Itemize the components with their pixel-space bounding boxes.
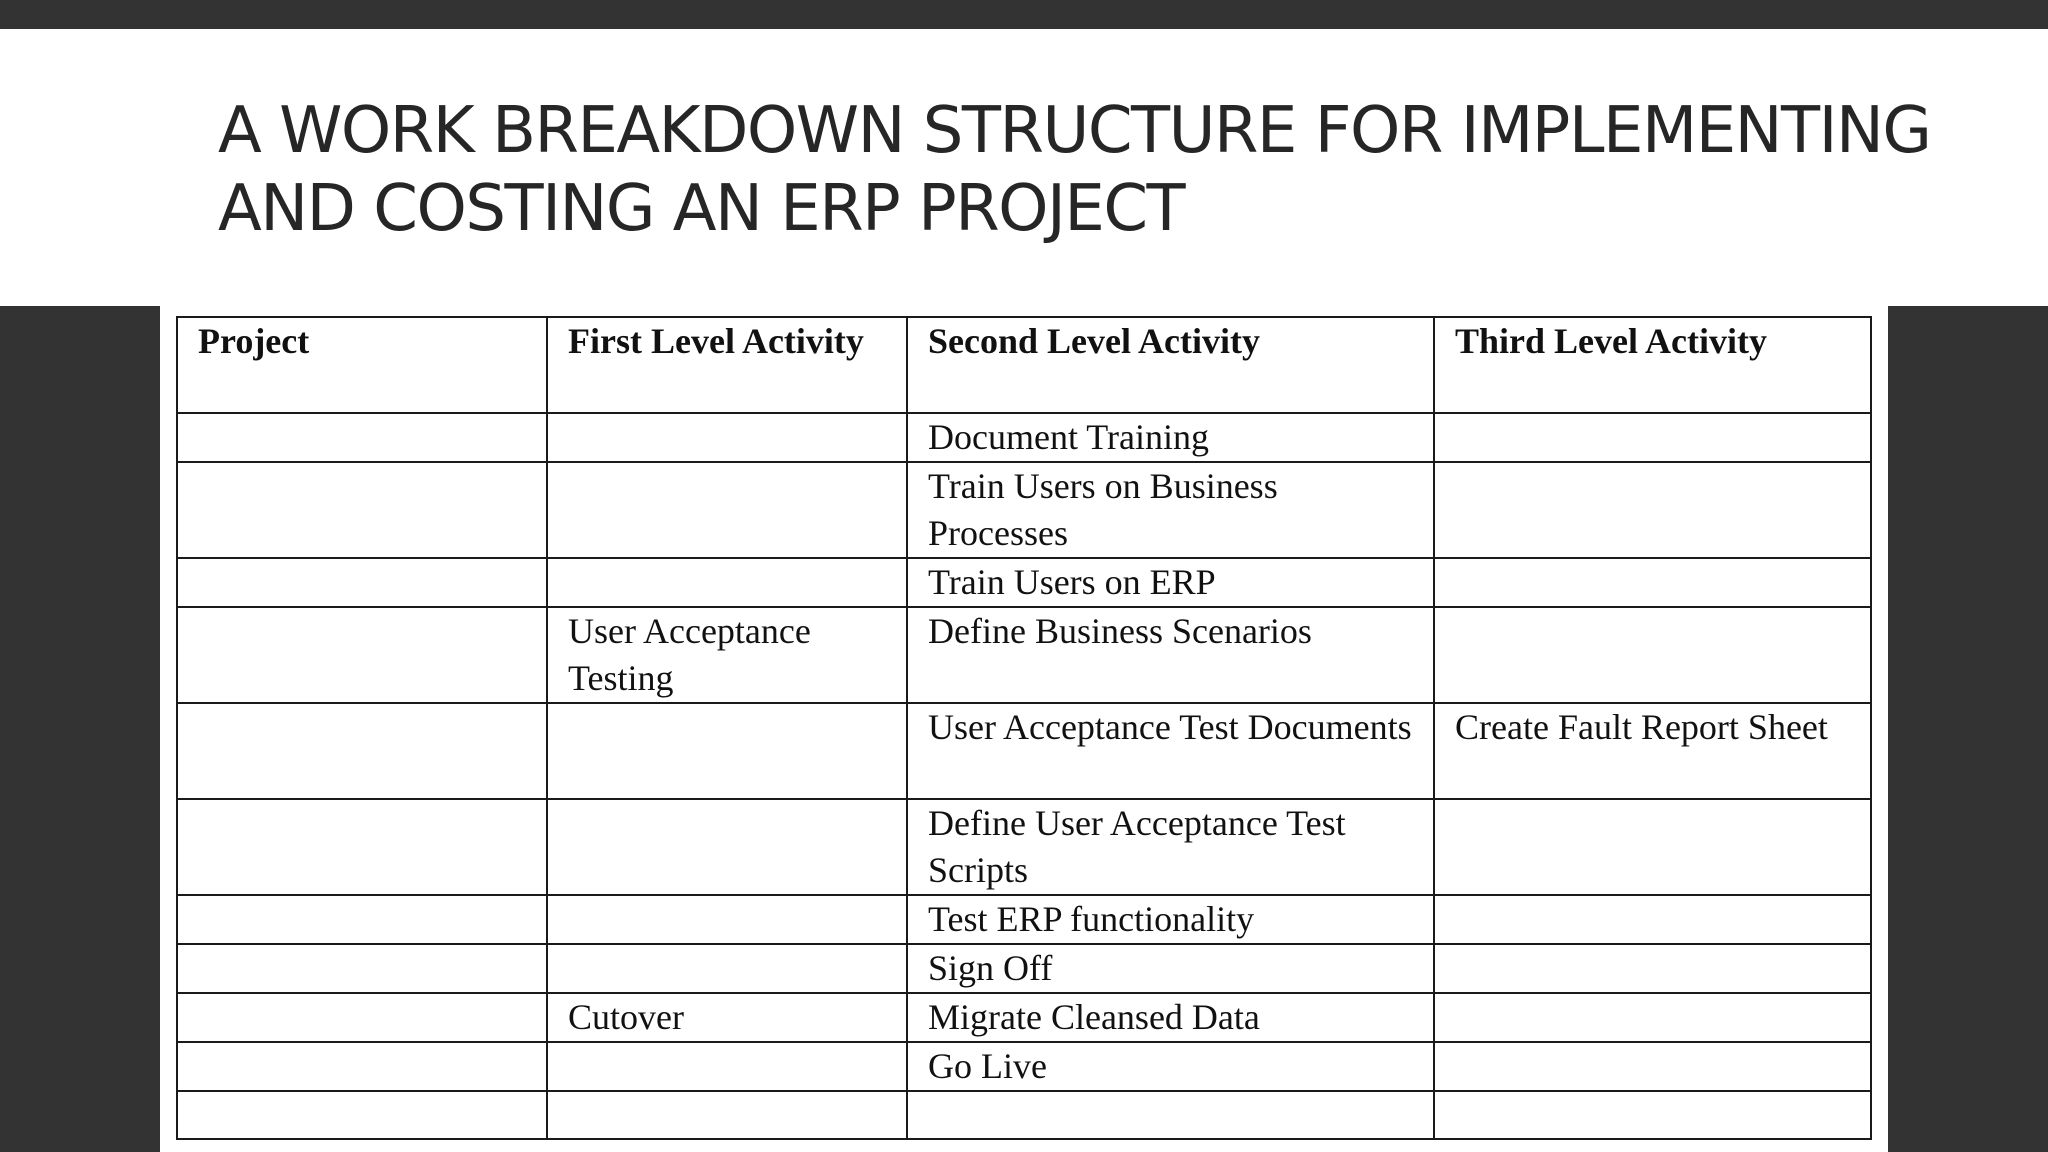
cell-first-level	[547, 1091, 907, 1139]
cell-second-level: Go Live	[907, 1042, 1434, 1091]
cell-first-level	[547, 799, 907, 895]
table-row	[177, 558, 1871, 607]
cell-third-level	[1434, 1042, 1871, 1091]
table-row	[177, 1042, 1871, 1091]
table-row	[177, 944, 1871, 993]
cell-first-level: Cutover	[547, 993, 907, 1042]
cell-third-level	[1434, 944, 1871, 993]
table-row	[177, 799, 1871, 895]
table-row	[177, 703, 1871, 799]
cell-project	[177, 895, 547, 944]
cell-second-level: Train Users on ERP	[907, 558, 1434, 607]
cell-project	[177, 799, 547, 895]
cell-second-level: User Acceptance Test Documents	[907, 703, 1434, 799]
cell-third-level: Create Fault Report Sheet	[1434, 703, 1871, 799]
table-row	[177, 895, 1871, 944]
cell-third-level	[1434, 799, 1871, 895]
header-third-level-activity: Third Level Activity	[1434, 317, 1871, 413]
table-row	[177, 462, 1871, 558]
cell-first-level	[547, 944, 907, 993]
table-row	[177, 607, 1871, 703]
cell-first-level	[547, 558, 907, 607]
cell-third-level	[1434, 462, 1871, 558]
header-first-level-activity: First Level Activity	[547, 317, 907, 413]
cell-second-level	[907, 1091, 1434, 1139]
cell-first-level: User Acceptance Testing	[547, 607, 907, 703]
cell-first-level	[547, 895, 907, 944]
table-header-row	[177, 317, 1871, 413]
cell-third-level	[1434, 413, 1871, 462]
cell-project	[177, 413, 547, 462]
cell-project	[177, 462, 547, 558]
cell-second-level: Sign Off	[907, 944, 1434, 993]
cell-project	[177, 607, 547, 703]
cell-second-level: Define User Acceptance Test Scripts	[907, 799, 1434, 895]
cell-first-level	[547, 413, 907, 462]
header-second-level-activity: Second Level Activity	[907, 317, 1434, 413]
table-row	[177, 1091, 1871, 1139]
wbs-table	[176, 316, 1872, 1140]
table-row	[177, 413, 1871, 462]
cell-project	[177, 944, 547, 993]
cell-third-level	[1434, 1091, 1871, 1139]
slide-title: A WORK BREAKDOWN STRUCTURE FOR IMPLEMENTING AND COSTING AN ERP PROJECT	[218, 94, 1931, 246]
header-project: Project	[177, 317, 547, 413]
cell-project	[177, 993, 547, 1042]
cell-third-level	[1434, 895, 1871, 944]
cell-project	[177, 558, 547, 607]
cell-third-level	[1434, 993, 1871, 1042]
cell-second-level: Define Business Scenarios	[907, 607, 1434, 703]
cell-third-level	[1434, 558, 1871, 607]
cell-project	[177, 703, 547, 799]
table-panel	[160, 306, 1888, 1152]
cell-third-level	[1434, 607, 1871, 703]
cell-first-level	[547, 703, 907, 799]
cell-second-level: Test ERP functionality	[907, 895, 1434, 944]
cell-second-level: Document Training	[907, 413, 1434, 462]
cell-project	[177, 1042, 547, 1091]
cell-second-level: Train Users on Business Processes	[907, 462, 1434, 558]
cell-first-level	[547, 1042, 907, 1091]
cell-first-level	[547, 462, 907, 558]
table-row	[177, 993, 1871, 1042]
cell-project	[177, 1091, 547, 1139]
cell-second-level: Migrate Cleansed Data	[907, 993, 1434, 1042]
